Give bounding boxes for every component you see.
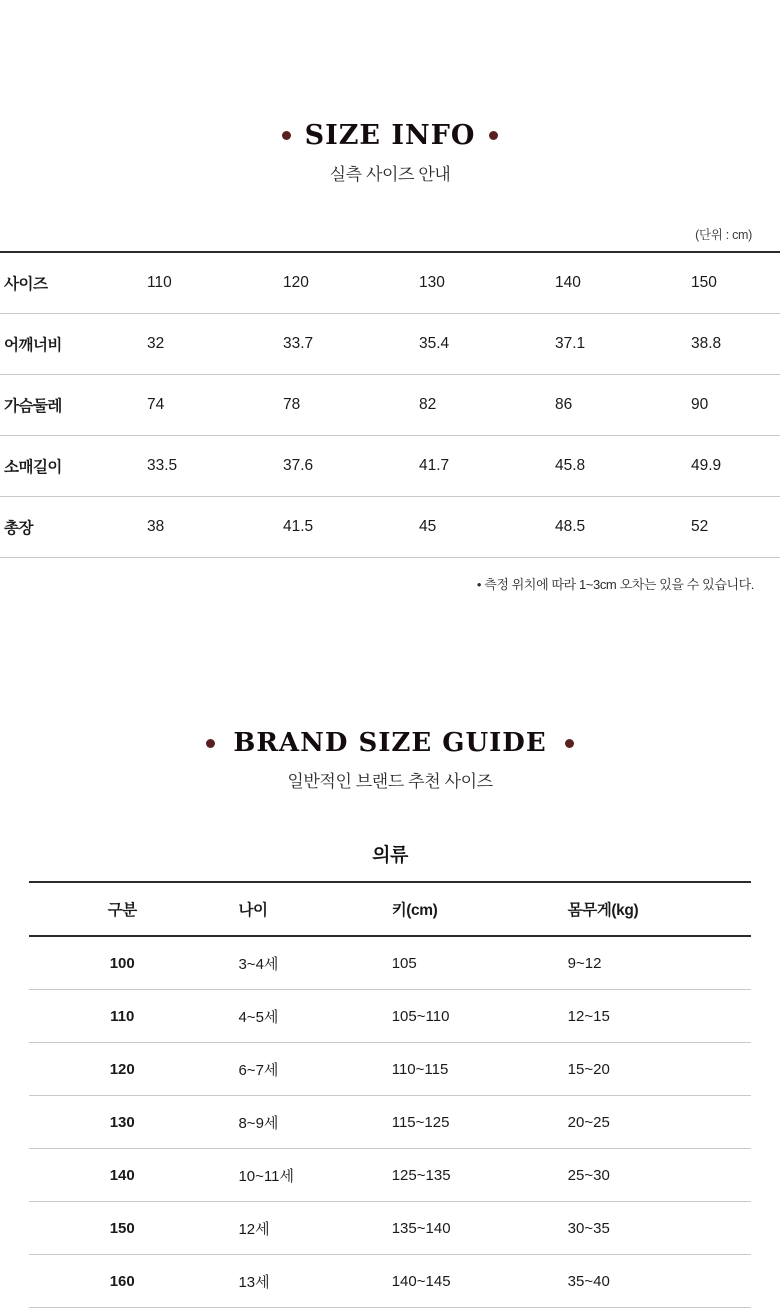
table-row bbox=[29, 1149, 751, 1202]
bullet-dot-icon bbox=[282, 131, 291, 140]
cell-size-150: 150 bbox=[691, 274, 717, 291]
cell-age-120: 6~7세 bbox=[238, 1061, 279, 1079]
cell-gubun-100: 100 bbox=[109, 954, 135, 972]
cell-age-140: 10~11세 bbox=[238, 1167, 294, 1185]
table-row bbox=[29, 1202, 751, 1255]
cell-chest-150: 90 bbox=[691, 396, 709, 413]
cell-age-130: 8~9세 bbox=[238, 1114, 279, 1132]
brand-guide-category: 의류 bbox=[372, 845, 408, 866]
cell-height-120: 110~115 bbox=[391, 1060, 449, 1078]
cell-sleeve-110: 33.5 bbox=[147, 457, 178, 474]
cell-sleeve-140: 45.8 bbox=[555, 457, 586, 474]
cell-weight-120: 15~20 bbox=[567, 1060, 610, 1078]
cell-height-140: 125~135 bbox=[391, 1166, 451, 1184]
cell-gubun-150: 150 bbox=[109, 1219, 135, 1237]
table-row bbox=[0, 497, 780, 558]
cell-sleeve-150: 49.9 bbox=[691, 457, 722, 474]
brand-guide-table bbox=[29, 881, 751, 1308]
cell-chest-130: 82 bbox=[419, 396, 437, 413]
cell-height-130: 115~125 bbox=[391, 1113, 450, 1131]
cell-height-160: 140~145 bbox=[391, 1272, 451, 1290]
cell-age-160: 13세 bbox=[238, 1273, 270, 1291]
cell-gubun-110: 110 bbox=[110, 1007, 135, 1025]
cell-length-140: 48.5 bbox=[555, 518, 586, 535]
cell-age-110: 4~5세 bbox=[238, 1008, 279, 1026]
size-info-subtitle: 실측 사이즈 안내 bbox=[329, 165, 451, 184]
row-label-shoulder: 어깨너비 bbox=[4, 337, 62, 354]
cell-weight-140: 25~30 bbox=[567, 1166, 610, 1184]
header-weight: 몸무게(kg) bbox=[567, 902, 639, 919]
measurement-table bbox=[0, 251, 780, 558]
cell-chest-140: 86 bbox=[555, 396, 573, 413]
brand-guide-title: BRAND SIZE GUIDE bbox=[233, 728, 547, 758]
cell-size-120: 120 bbox=[283, 274, 309, 291]
brand-size-guide-section bbox=[0, 728, 780, 1308]
row-label-length: 총장 bbox=[4, 520, 33, 537]
brand-guide-title-row bbox=[0, 728, 780, 758]
cell-weight-150: 30~35 bbox=[567, 1219, 610, 1237]
cell-length-110: 38 bbox=[147, 518, 165, 535]
cell-chest-120: 78 bbox=[283, 396, 301, 413]
bullet-dot-icon bbox=[206, 739, 215, 748]
cell-size-130: 130 bbox=[419, 274, 445, 291]
bullet-dot-icon bbox=[489, 131, 498, 140]
cell-sleeve-130: 41.7 bbox=[419, 457, 450, 474]
header-age: 나이 bbox=[238, 902, 268, 919]
table-header-row bbox=[29, 882, 751, 936]
cell-shoulder-140: 37.1 bbox=[555, 335, 586, 352]
size-info-section bbox=[0, 120, 780, 593]
row-label-size: 사이즈 bbox=[4, 276, 48, 293]
row-label-chest: 가슴둘레 bbox=[4, 398, 62, 415]
table-row bbox=[0, 314, 780, 375]
cell-size-140: 140 bbox=[555, 274, 581, 291]
brand-guide-subtitle: 일반적인 브랜드 추천 사이즈 bbox=[287, 772, 493, 791]
cell-weight-110: 12~15 bbox=[567, 1007, 610, 1025]
cell-size-110: 110 bbox=[147, 274, 172, 291]
bullet-dot-icon bbox=[565, 739, 574, 748]
cell-weight-100: 9~12 bbox=[567, 954, 602, 972]
cell-weight-160: 35~40 bbox=[567, 1272, 610, 1290]
cell-length-120: 41.5 bbox=[283, 518, 314, 535]
row-label-sleeve: 소매길이 bbox=[4, 459, 62, 476]
table-row bbox=[29, 936, 751, 990]
table-row bbox=[0, 375, 780, 436]
cell-height-100: 105 bbox=[391, 954, 417, 972]
table-row bbox=[29, 1043, 751, 1096]
table-row bbox=[29, 990, 751, 1043]
table-row bbox=[29, 1096, 751, 1149]
size-info-unit-note: (단위 : cm) bbox=[695, 228, 752, 242]
cell-age-100: 3~4세 bbox=[238, 955, 279, 973]
cell-shoulder-110: 32 bbox=[147, 335, 165, 352]
cell-gubun-140: 140 bbox=[109, 1166, 135, 1184]
header-height: 키(cm) bbox=[391, 902, 438, 919]
cell-shoulder-120: 33.7 bbox=[283, 335, 314, 352]
cell-length-150: 52 bbox=[691, 518, 709, 535]
cell-sleeve-120: 37.6 bbox=[283, 457, 314, 474]
cell-shoulder-150: 38.8 bbox=[691, 335, 722, 352]
cell-height-110: 105~110 bbox=[391, 1007, 450, 1025]
table-row bbox=[0, 252, 780, 314]
cell-shoulder-130: 35.4 bbox=[419, 335, 450, 352]
header-gubun: 구분 bbox=[107, 902, 137, 919]
size-info-title: SIZE INFO bbox=[304, 120, 476, 151]
cell-gubun-120: 120 bbox=[109, 1060, 135, 1078]
cell-gubun-160: 160 bbox=[109, 1272, 135, 1290]
cell-gubun-130: 130 bbox=[109, 1113, 135, 1131]
table-row bbox=[29, 1255, 751, 1308]
table-row bbox=[0, 436, 780, 497]
cell-length-130: 45 bbox=[419, 518, 437, 535]
cell-chest-110: 74 bbox=[147, 396, 165, 413]
size-info-footnote: • 측정 위치에 따라 1~3cm 오차는 있을 수 있습니다. bbox=[476, 577, 754, 592]
cell-age-150: 12세 bbox=[238, 1220, 270, 1238]
size-info-title-row bbox=[0, 120, 780, 151]
cell-height-150: 135~140 bbox=[391, 1219, 451, 1237]
cell-weight-130: 20~25 bbox=[567, 1113, 610, 1131]
